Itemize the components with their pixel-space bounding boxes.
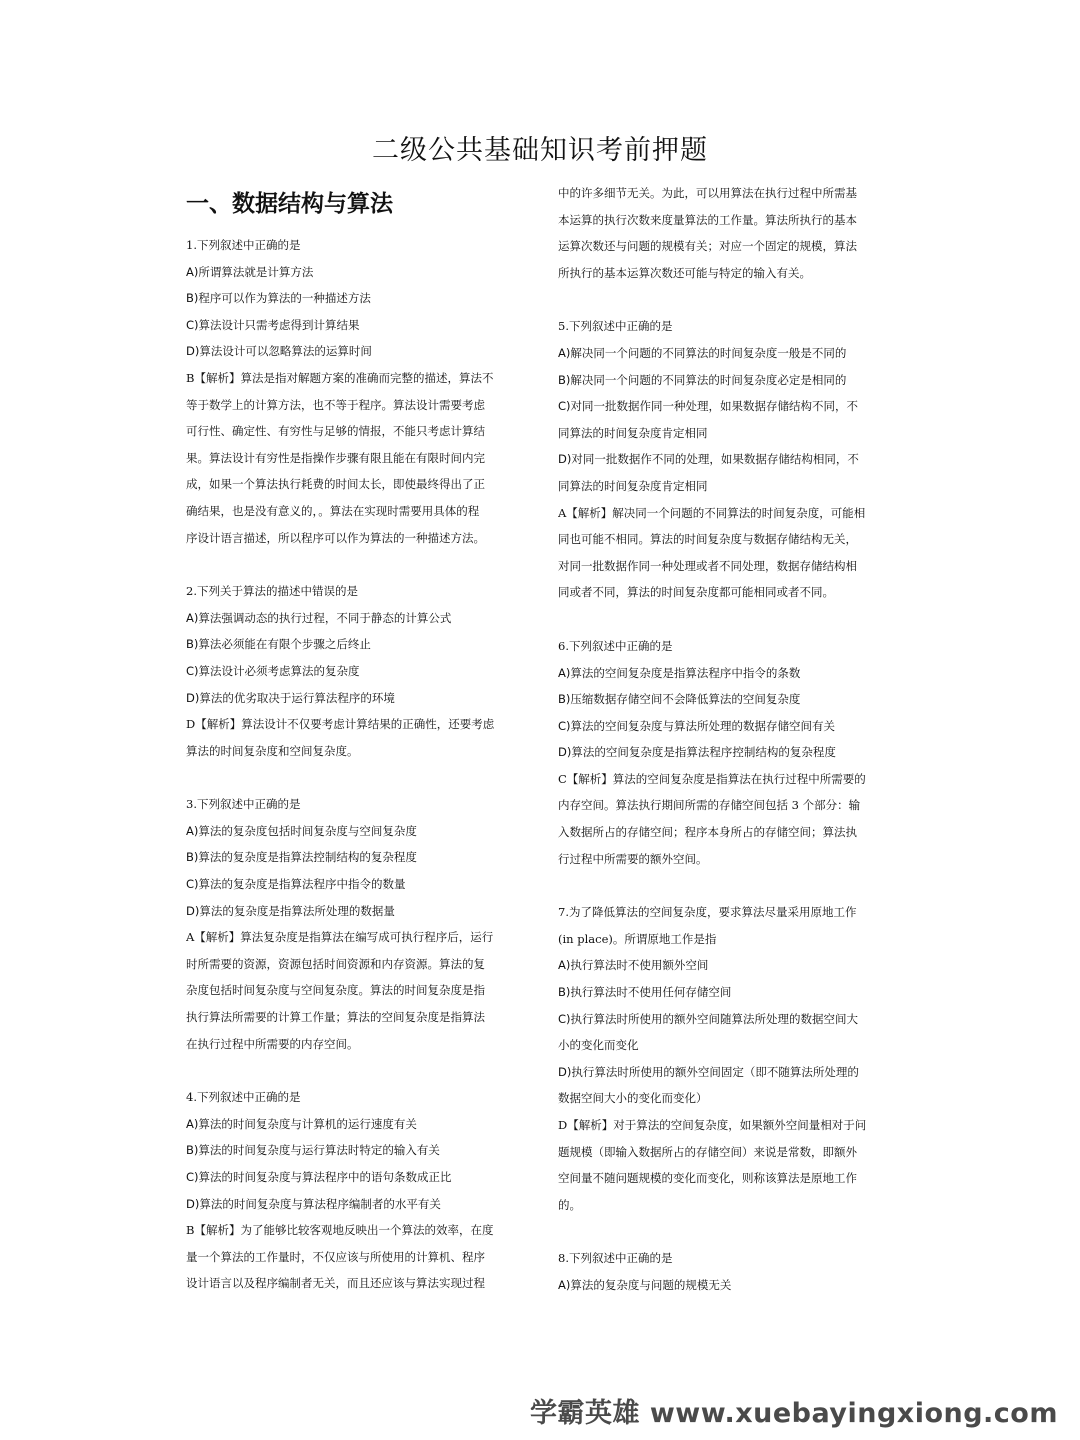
option-line: C)算法的时间复杂度与算法程序中的语句条数成正比 bbox=[186, 1170, 452, 1184]
option-line: B)压缩数据存储空间不会降低算法的空间复杂度 bbox=[558, 692, 801, 707]
paragraph-gap bbox=[186, 1057, 526, 1084]
option-line: A)执行算法时不使用额外空间 bbox=[558, 958, 709, 973]
option-line: C)算法的复杂度是指算法程序中指令的数量 bbox=[186, 877, 406, 892]
question-line: 2.下列关于算法的描述中错误的是 bbox=[186, 584, 358, 599]
paragraph-gap bbox=[558, 286, 898, 313]
option-line: B)程序可以作为算法的一种描述方法 bbox=[186, 291, 371, 306]
answer-line: 本运算的执行次数来度量算法的工作量。算法所执行的基本 bbox=[558, 212, 857, 227]
answer-line: B【解析】算法是指对解题方案的准确而完整的描述，算法不 bbox=[186, 370, 494, 385]
site-watermark: 学霸英雄 www.xuebayingxiong.com bbox=[529, 1398, 1058, 1429]
option-line: D)算法的复杂度是指算法所处理的数据量 bbox=[186, 903, 395, 918]
option-line: 同算法的时间复杂度肯定相同 bbox=[558, 425, 708, 440]
answer-line: 的。 bbox=[558, 1197, 581, 1212]
option-line: C)算法的空间复杂度与算法所处理的数据存储空间有关 bbox=[558, 718, 836, 733]
answer-line: 等于数学上的计算方法，也不等于程序。算法设计需要考虑 bbox=[186, 397, 485, 412]
paragraph-gap bbox=[558, 872, 898, 899]
answer-line: 杂度包括时间复杂度与空间复杂度。算法的时间复杂度是指 bbox=[186, 983, 485, 998]
answer-line: B【解析】为了能够比较客观地反映出一个算法的效率，在度 bbox=[186, 1223, 494, 1238]
option-line: D)算法的优劣取决于运行算法程序的环境 bbox=[186, 690, 395, 705]
option-line: D)算法设计可以忽略算法的运算时间 bbox=[186, 344, 372, 359]
document-title: 二级公共基础知识考前押题 bbox=[372, 135, 708, 166]
option-line: D)对同一批数据作不同的处理，如果数据存储结构相同，不 bbox=[558, 452, 859, 467]
left-column bbox=[186, 186, 526, 1297]
option-line: A)算法的空间复杂度是指算法程序中指令的条数 bbox=[558, 665, 801, 680]
paragraph-gap bbox=[558, 1218, 898, 1245]
answer-line: 在执行过程中所需要的内存空间。 bbox=[186, 1036, 359, 1051]
option-line: 小的变化而变化 bbox=[558, 1038, 639, 1053]
question-line: 4.下列叙述中正确的是 bbox=[186, 1090, 301, 1105]
option-line: A)算法的复杂度与问题的规模无关 bbox=[558, 1277, 732, 1292]
question-line: 5.下列叙述中正确的是 bbox=[558, 319, 673, 334]
question-line: 6.下列叙述中正确的是 bbox=[558, 638, 673, 653]
left-column-lines bbox=[186, 232, 526, 1297]
question-line: (in place)。所谓原地工作是指 bbox=[558, 931, 717, 946]
option-line: B)执行算法时不使用任何存储空间 bbox=[558, 985, 732, 1000]
answer-line: 运算次数还与问题的规模有关；对应一个固定的规模，算法 bbox=[558, 239, 857, 254]
answer-line: 同也可能不相同。算法的时间复杂度与数据存储结构无关， bbox=[558, 532, 857, 547]
option-line: C)算法设计只需考虑得到计算结果 bbox=[186, 317, 360, 332]
answer-line: 行过程中所需要的额外空间。 bbox=[558, 851, 708, 866]
option-line: B)算法必须能在有限个步骤之后终止 bbox=[186, 637, 371, 652]
paragraph-gap bbox=[186, 764, 526, 791]
answer-line: C【解析】算法的空间复杂度是指算法在执行过程中所需要的 bbox=[558, 771, 866, 786]
option-line: A)算法的复杂度包括时间复杂度与空间复杂度 bbox=[186, 823, 417, 838]
option-line: A)算法强调动态的执行过程，不同于静态的计算公式 bbox=[186, 610, 452, 625]
option-line: 数据空间大小的变化而变化） bbox=[558, 1091, 708, 1106]
answer-line: 空间量不随问题规模的变化而变化，则称该算法是原地工作 bbox=[558, 1171, 857, 1186]
answer-line: 量一个算法的工作量时，不仅应该与所使用的计算机、程序 bbox=[186, 1249, 485, 1264]
section-heading: 一、数据结构与算法 bbox=[186, 191, 393, 217]
answer-line: 确结果，也是没有意义的，。算法在实现时需要用具体的程 bbox=[186, 503, 480, 518]
answer-line: 序设计语言描述，所以程序可以作为算法的一种描述方法。 bbox=[186, 530, 485, 545]
answer-line: 同或者不同，算法的时间复杂度都可能相同或者不同。 bbox=[558, 585, 834, 600]
answer-line: 执行算法所需要的计算工作量；算法的空间复杂度是指算法 bbox=[186, 1010, 485, 1025]
answer-line: 对同一批数据作同一种处理或者不同处理，数据存储结构相 bbox=[558, 558, 857, 573]
answer-line: 果。算法设计有穷性是指操作步骤有限且能在有限时间内完 bbox=[186, 450, 485, 465]
answer-line: 算法的时间复杂度和空间复杂度。 bbox=[186, 743, 359, 758]
answer-line: D【解析】对于算法的空间复杂度，如果额外空间量相对于问 bbox=[558, 1118, 867, 1132]
answer-line: 设计语言以及程序编制者无关，而且还应该与算法实现过程 bbox=[186, 1276, 485, 1291]
option-line: A)解决同一个问题的不同算法的时间复杂度一般是不同的 bbox=[558, 345, 847, 360]
answer-line: A【解析】解决同一个问题的不同算法的时间复杂度，可能相 bbox=[558, 505, 866, 520]
paragraph-gap bbox=[186, 551, 526, 578]
option-line: C)算法设计必须考虑算法的复杂度 bbox=[186, 663, 360, 678]
question-line: 3.下列叙述中正确的是 bbox=[186, 797, 301, 812]
option-line: B)算法的时间复杂度与运行算法时特定的输入有关 bbox=[186, 1143, 440, 1158]
option-line: D)算法的时间复杂度与算法程序编制者的水平有关 bbox=[186, 1196, 441, 1211]
option-line: D)执行算法时所使用的额外空间固定（即不随算法所处理的 bbox=[558, 1064, 859, 1079]
paragraph-gap bbox=[558, 606, 898, 633]
answer-line: 可行性、确定性、有穷性与足够的情报，不能只考虑计算结 bbox=[186, 424, 485, 439]
option-line: A)算法的时间复杂度与计算机的运行速度有关 bbox=[186, 1116, 417, 1131]
right-column-lines bbox=[558, 180, 898, 1299]
answer-line: 时所需要的资源，资源包括时间资源和内存资源。算法的复 bbox=[186, 956, 485, 971]
answer-line: 成，如果一个算法执行耗费的时间太长，即使最终得出了正 bbox=[186, 477, 485, 492]
option-line: D)算法的空间复杂度是指算法程序控制结构的复杂程度 bbox=[558, 745, 836, 760]
answer-line: 内存空间。算法执行期间所需的存储空间包括 3 个部分：输 bbox=[558, 798, 861, 813]
question-line: 1.下列叙述中正确的是 bbox=[186, 238, 301, 252]
option-line: B)算法的复杂度是指算法控制结构的复杂程度 bbox=[186, 850, 417, 865]
option-line: 同算法的时间复杂度肯定相同 bbox=[558, 478, 708, 493]
option-line: A)所谓算法就是计算方法 bbox=[186, 264, 314, 279]
answer-line: 入数据所占的存储空间；程序本身所占的存储空间；算法执 bbox=[558, 825, 857, 840]
option-line: C)对同一批数据作同一种处理，如果数据存储结构不同，不 bbox=[558, 399, 859, 414]
question-line: 8.下列叙述中正确的是 bbox=[558, 1251, 673, 1266]
option-line: C)执行算法时所使用的额外空间随算法所处理的数据空间大 bbox=[558, 1011, 859, 1026]
answer-line: 中的许多细节无关。为此，可以用算法在执行过程中所需基 bbox=[558, 186, 857, 200]
answer-line: 题规模（即输入数据所占的存储空间）来说是常数，即额外 bbox=[558, 1144, 857, 1159]
question-line: 7.为了降低算法的空间复杂度，要求算法尽量采用原地工作 bbox=[558, 905, 857, 920]
answer-line: D【解析】算法设计不仅要考虑计算结果的正确性，还要考虑 bbox=[186, 717, 495, 732]
answer-line: A【解析】算法复杂度是指算法在编写成可执行程序后，运行 bbox=[186, 930, 494, 945]
option-line: B)解决同一个问题的不同算法的时间复杂度必定是相同的 bbox=[558, 372, 847, 387]
right-column bbox=[558, 180, 898, 1299]
answer-line: 所执行的基本运算次数还可能与特定的输入有关。 bbox=[558, 265, 811, 280]
